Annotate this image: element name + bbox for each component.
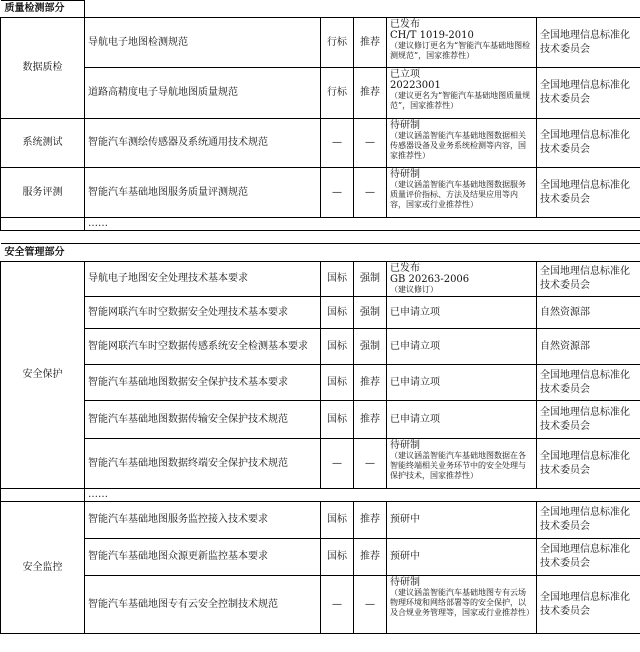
section-title: 安全管理部分 bbox=[1, 244, 640, 262]
table-row bbox=[1, 401, 640, 439]
category-cell: 系统测试 bbox=[1, 119, 85, 168]
status-note: （建议修订） bbox=[390, 285, 438, 294]
table-row bbox=[1, 297, 640, 329]
standard-name: 导航电子地图检测规范 bbox=[85, 18, 321, 68]
standard-nature: — bbox=[354, 168, 387, 218]
organization: 全国地理信息标准化技术委员会 bbox=[537, 401, 640, 439]
standard-nature: 强制 bbox=[354, 262, 387, 297]
table-row bbox=[1, 168, 640, 218]
standard-nature: 推荐 bbox=[354, 401, 387, 439]
status-cell bbox=[387, 68, 537, 119]
status-text: 预研中 bbox=[387, 539, 537, 576]
status-text: 预研中 bbox=[387, 502, 537, 539]
standard-type: 国标 bbox=[321, 502, 354, 539]
organization: 自然资源部 bbox=[537, 297, 640, 329]
standard-name: 智能网联汽车时空数据安全处理技术基本要求 bbox=[85, 297, 321, 329]
standard-nature: — bbox=[354, 119, 387, 168]
ellipsis: …… bbox=[85, 489, 640, 502]
standard-type: 国标 bbox=[321, 539, 354, 576]
standard-nature: 推荐 bbox=[354, 68, 387, 119]
section-header-row bbox=[1, 1, 640, 18]
organization: 全国地理信息标准化技术委员会 bbox=[537, 576, 640, 634]
standard-code: GB 20263-2006 bbox=[390, 274, 470, 285]
standard-name: 智能汽车基础地图数据安全保护技术基本要求 bbox=[85, 365, 321, 401]
standard-type: 国标 bbox=[321, 262, 354, 297]
standard-code: CH/T 1019-2010 bbox=[390, 30, 474, 41]
category-cell: 安全保护 bbox=[1, 262, 85, 489]
organization: 全国地理信息标准化技术委员会 bbox=[537, 168, 640, 218]
organization: 全国地理信息标准化技术委员会 bbox=[537, 539, 640, 576]
table-row bbox=[1, 18, 640, 68]
standard-nature: — bbox=[354, 439, 387, 489]
standard-nature: 推荐 bbox=[354, 365, 387, 401]
status-text: 已发布 bbox=[390, 19, 420, 30]
standard-name: 智能汽车基础地图数据传输安全保护技术规范 bbox=[85, 401, 321, 439]
status-note: （建议涵盖智能汽车基础地图数据相关传感器设备及业务系统检测等内容，国家推荐性） bbox=[390, 131, 526, 160]
standard-type: 国标 bbox=[321, 365, 354, 401]
section-title: 质量检测部分 bbox=[1, 1, 85, 18]
table-row bbox=[1, 329, 640, 365]
organization: 全国地理信息标准化技术委员会 bbox=[537, 68, 640, 119]
table-row bbox=[1, 119, 640, 168]
table-row bbox=[1, 439, 640, 489]
status-text: 已申请立项 bbox=[387, 329, 537, 365]
status-cell bbox=[387, 18, 537, 68]
table-row bbox=[1, 365, 640, 401]
status-cell bbox=[387, 439, 537, 489]
organization: 全国地理信息标准化技术委员会 bbox=[537, 262, 640, 297]
organization: 全国地理信息标准化技术委员会 bbox=[537, 365, 640, 401]
status-text: 已发布 bbox=[390, 263, 420, 274]
table-row bbox=[1, 539, 640, 576]
status-text: 待研制 bbox=[390, 169, 420, 180]
organization: 全国地理信息标准化技术委员会 bbox=[537, 439, 640, 489]
status-cell bbox=[387, 262, 537, 297]
standard-name: 道路高精度电子导航地图质量规范 bbox=[85, 68, 321, 119]
status-note: （建议更名为“智能汽车基础地图质量规范”，国家推荐性） bbox=[390, 91, 531, 110]
table-row bbox=[1, 502, 640, 539]
standard-name: 智能汽车基础地图服务质量评测规范 bbox=[85, 168, 321, 218]
status-note: （建议涵盖智能汽车基础地图数据服务质量评价指标、方法及结果应用等内容，国家或行业推荐性） bbox=[390, 180, 526, 209]
status-note: （建议涵盖智能汽车基础地图专有云场物理环境和网络部署等的安全保护，以及合规业务管理等，国家或行业推荐性） bbox=[390, 588, 534, 617]
standard-type: 行标 bbox=[321, 68, 354, 119]
standard-nature: 强制 bbox=[354, 329, 387, 365]
section-gap bbox=[1, 231, 640, 244]
status-cell bbox=[387, 576, 537, 634]
status-note: （建议修订更名为“智能汽车基础地图检测规范”，国家推荐性） bbox=[390, 41, 531, 60]
organization: 全国地理信息标准化技术委员会 bbox=[537, 502, 640, 539]
standard-name: 导航电子地图安全处理技术基本要求 bbox=[85, 262, 321, 297]
standard-nature: 推荐 bbox=[354, 18, 387, 68]
category-cell: 数据质检 bbox=[1, 18, 85, 119]
organization: 自然资源部 bbox=[537, 329, 640, 365]
standard-name: 智能汽车测绘传感器及系统通用技术规范 bbox=[85, 119, 321, 168]
table-row bbox=[1, 68, 640, 119]
status-cell bbox=[387, 119, 537, 168]
standard-name: 智能汽车基础地图数据终端安全保护技术规范 bbox=[85, 439, 321, 489]
standard-code: 20223001 bbox=[390, 80, 441, 91]
standard-nature: 推荐 bbox=[354, 539, 387, 576]
standard-type: 国标 bbox=[321, 297, 354, 329]
status-cell bbox=[387, 168, 537, 218]
standard-type: — bbox=[321, 439, 354, 489]
standard-type: 行标 bbox=[321, 18, 354, 68]
status-text: 待研制 bbox=[390, 120, 420, 131]
standard-name: 智能汽车基础地图众源更新监控基本要求 bbox=[85, 539, 321, 576]
organization: 全国地理信息标准化技术委员会 bbox=[537, 18, 640, 68]
standard-type: 国标 bbox=[321, 329, 354, 365]
standard-name: 智能网联汽车时空数据传感系统安全检测基本要求 bbox=[85, 329, 321, 365]
category-cell: 服务评测 bbox=[1, 168, 85, 218]
standard-nature: — bbox=[354, 576, 387, 634]
table-row bbox=[1, 576, 640, 634]
standard-name: 智能汽车基础地图服务监控接入技术要求 bbox=[85, 502, 321, 539]
status-text: 待研制 bbox=[390, 440, 420, 451]
standard-nature: 推荐 bbox=[354, 502, 387, 539]
status-text: 已申请立项 bbox=[387, 365, 537, 401]
standard-type: — bbox=[321, 168, 354, 218]
status-text: 已申请立项 bbox=[387, 297, 537, 329]
ellipsis-row bbox=[1, 489, 640, 502]
standard-type: — bbox=[321, 119, 354, 168]
ellipsis: …… bbox=[85, 218, 640, 231]
section-header-row bbox=[1, 244, 640, 262]
standard-type: 国标 bbox=[321, 401, 354, 439]
ellipsis-row bbox=[1, 218, 640, 231]
category-cell: 安全监控 bbox=[1, 502, 85, 634]
organization: 全国地理信息标准化技术委员会 bbox=[537, 119, 640, 168]
status-text: 待研制 bbox=[390, 577, 420, 588]
standard-name: 智能汽车基础地图专有云安全控制技术规范 bbox=[85, 576, 321, 634]
standard-nature: 强制 bbox=[354, 297, 387, 329]
table-row bbox=[1, 262, 640, 297]
status-text: 已申请立项 bbox=[387, 401, 537, 439]
standard-type: — bbox=[321, 576, 354, 634]
status-note: （建议涵盖智能汽车基础地图数据在各智能终端相关业务环节中的安全处理与保护技术，国家推荐性） bbox=[390, 451, 526, 480]
status-text: 已立项 bbox=[390, 69, 420, 80]
